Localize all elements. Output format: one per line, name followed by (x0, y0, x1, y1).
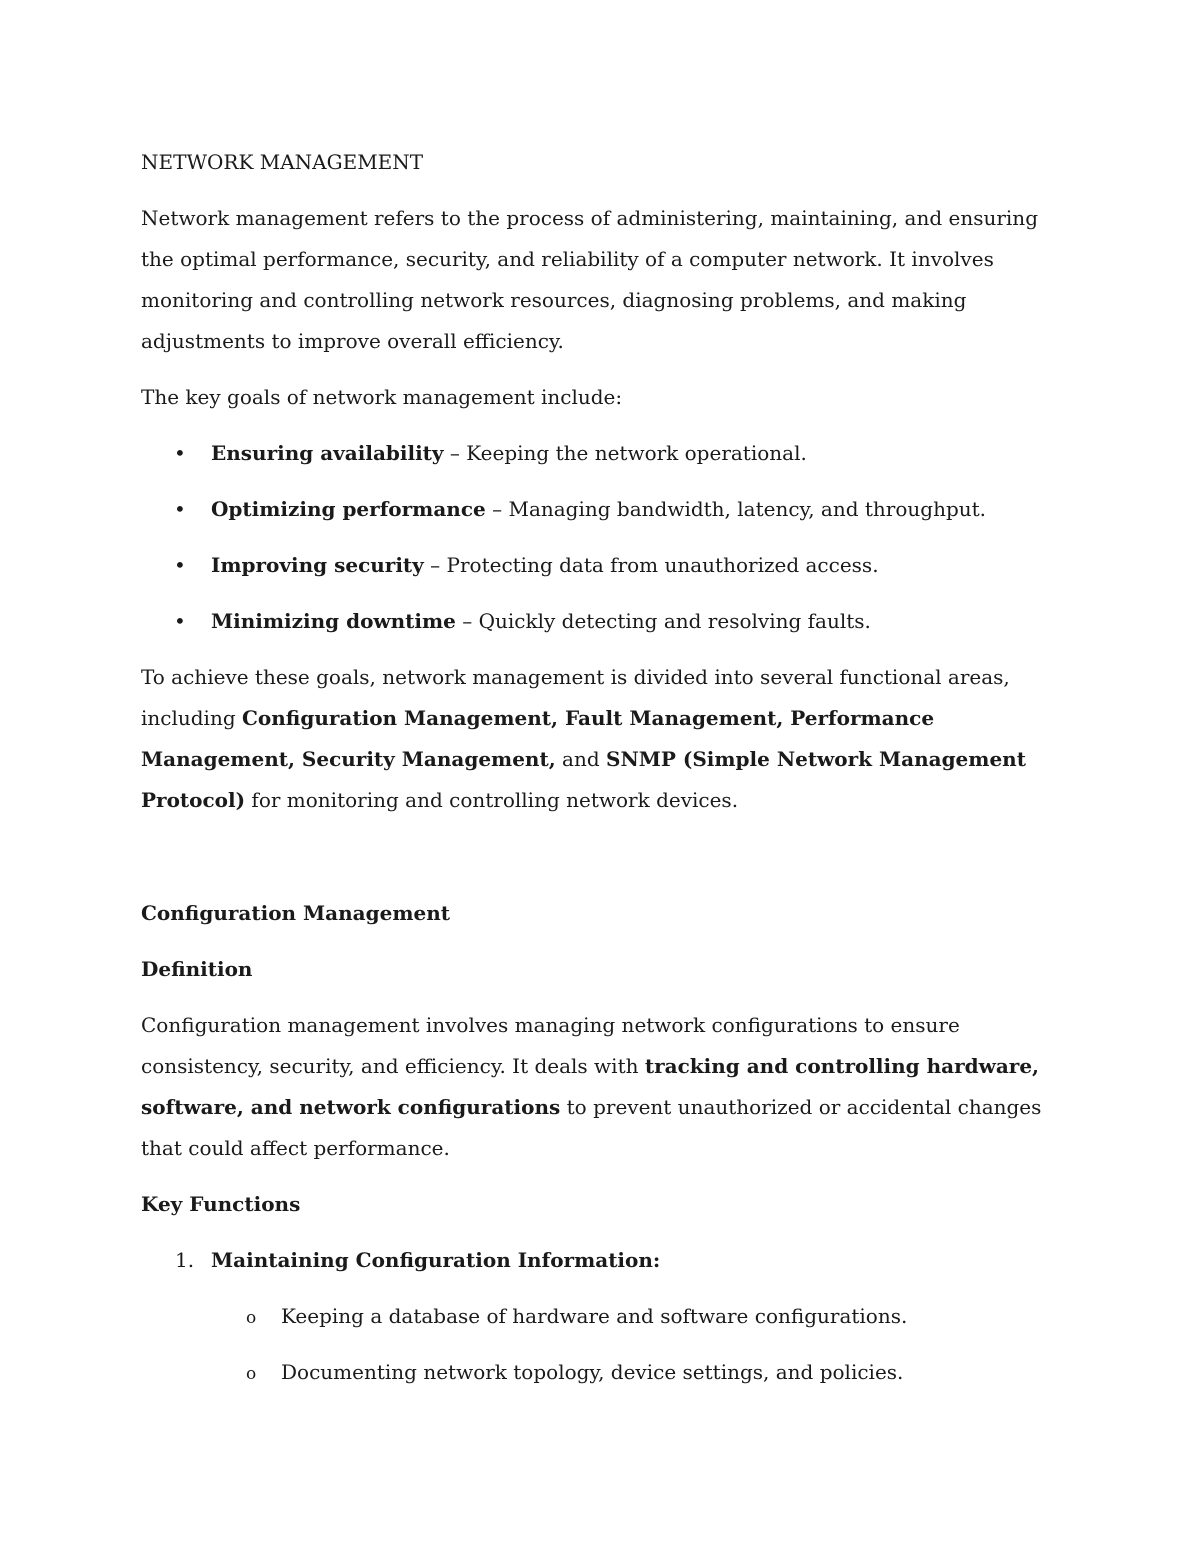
bullet-icon: • (174, 497, 186, 521)
bullet-icon: • (174, 609, 186, 633)
goal-item (141, 489, 1061, 530)
definition-text-1: Configuration management involves managing network configurations to ensure consistency, security, and efficiency. It deals with (141, 1013, 960, 1078)
function-sub-item (211, 1352, 1061, 1393)
goal-description: – Managing bandwidth, latency, and throughput. (485, 497, 987, 521)
definition-bold-1: tracking and controlling hardware, software, and network configurations (141, 1054, 1040, 1119)
functional-areas-paragraph (141, 657, 1061, 821)
function-sub-text: Keeping a database of hardware and software configurations. (281, 1304, 908, 1328)
definition-paragraph (141, 1005, 1061, 1169)
bullet-icon: • (174, 441, 186, 465)
goals-list (141, 433, 1061, 642)
areas-text-2: and (555, 747, 607, 771)
goal-term: Optimizing performance (211, 497, 486, 521)
function-item (141, 1240, 1061, 1393)
functions-list (141, 1240, 1061, 1393)
key-functions-heading: Key Functions (141, 1192, 301, 1216)
function-number: 1. (175, 1248, 195, 1272)
document-title: NETWORK MANAGEMENT (141, 150, 424, 174)
goals-lead-text: The key goals of network management include: (141, 385, 623, 409)
circle-bullet-icon: o (246, 1308, 257, 1328)
function-sub-text: Documenting network topology, device settings, and policies. (281, 1360, 904, 1384)
function-sub-item (211, 1296, 1061, 1337)
areas-text-3: for monitoring and controlling network devices. (245, 788, 739, 812)
areas-bold-2: SNMP (Simple Network Management Protocol) (141, 747, 1026, 812)
intro-paragraph: Network management refers to the process of administering, maintaining, and ensuring the optimal performance, security, and reliability of a computer network. It involves monitoring and controlling network resources, diagnosing problems, and making adjustments to improve overall efficiency. (141, 206, 1038, 353)
goal-item (141, 433, 1061, 474)
goal-description: – Keeping the network operational. (443, 441, 807, 465)
bullet-icon: • (174, 553, 186, 577)
definition-heading: Definition (141, 957, 253, 981)
section-heading: Configuration Management (141, 901, 451, 925)
goal-term: Minimizing downtime (211, 609, 456, 633)
definition-text-2: to prevent unauthorized or accidental changes that could affect performance. (141, 1095, 1042, 1160)
document-content (141, 142, 1061, 1408)
areas-text-1: To achieve these goals, network management is divided into several functional areas, including (141, 665, 1010, 730)
goal-description: – Protecting data from unauthorized access. (423, 553, 879, 577)
goal-term: Improving security (211, 553, 424, 577)
function-sub-list (211, 1296, 1061, 1393)
goal-item (141, 545, 1061, 586)
goal-term: Ensuring availability (211, 441, 444, 465)
circle-bullet-icon: o (246, 1364, 257, 1384)
areas-bold-1: Configuration Management, Fault Management, Performance Management, Security Management, (141, 706, 935, 771)
goal-item (141, 601, 1061, 642)
function-title: Maintaining Configuration Information: (211, 1248, 661, 1272)
goal-description: – Quickly detecting and resolving faults. (455, 609, 871, 633)
